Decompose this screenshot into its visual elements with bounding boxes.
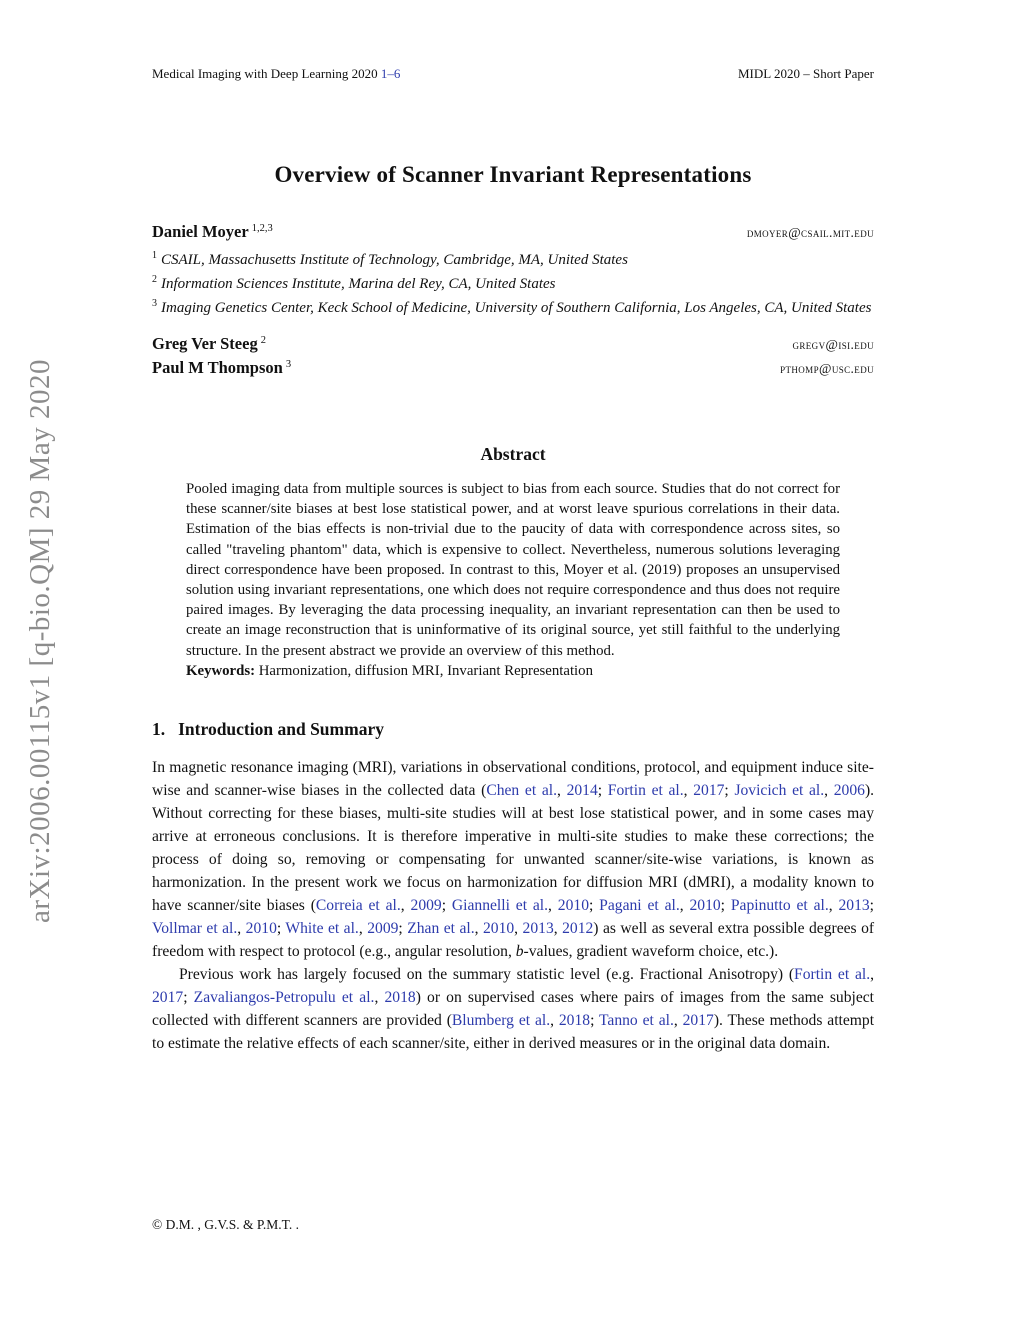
author-block [152, 222, 874, 378]
text-segment: Previous work has largely focused on the summary statistic level (e.g. Fractional Anisotropy) ( [179, 966, 795, 984]
text-segment: ). These methods attempt to estimate the relative effects of each scanner/site, either in derived measures or in the original data domain. [152, 1012, 875, 1053]
abstract-body [186, 479, 840, 661]
citation-link[interactable]: 2010 [245, 920, 277, 938]
text-segment: ). Without correcting for these biases, multi-site studies will at best lose statistical power, and in some cases may arrive at erroneous conclusions. It is therefore imperative in multi-site studies to make these corrections; the process of doing so, removing or compensating for unwanted scanner/site-wise variations, is known as harmonization. In the present work we focus on harmonization for diffusion MRI (dMRI), a modality known to have scanner/site biases ( [152, 782, 875, 915]
affiliation [152, 270, 874, 294]
citation-link[interactable]: 2013 [838, 897, 870, 915]
citation-link[interactable]: 2012 [562, 920, 594, 938]
affiliation [152, 294, 874, 318]
affiliation-sup: 1 [152, 250, 157, 261]
text-segment: ) or on supervised cases where pairs of images from the same subject collected with different scanners are provided ( [152, 989, 875, 1030]
citation-link[interactable]: Chen et al. [486, 782, 557, 800]
citation-link[interactable]: Zavaliangos-Petropulu et al. [193, 989, 375, 1007]
copyright-text: © D.M. , G.V.S. & P.M.T. . [152, 1217, 300, 1232]
text-segment: ; [590, 1012, 599, 1030]
text-segment: -values, gradient waveform choice, etc.). [523, 943, 779, 961]
citation-link[interactable]: 2018 [558, 1012, 591, 1030]
text-segment: , [556, 782, 567, 800]
author-affil-sup: 2 [260, 334, 266, 346]
affiliation-text: Information Sciences Institute, Marina del Rey, CA, United States [161, 276, 556, 292]
text-segment: b [515, 943, 524, 961]
citation-link[interactable]: White et al. [285, 920, 359, 938]
text-segment: , [824, 782, 834, 800]
citation-link[interactable]: 2014 [566, 782, 598, 800]
citation-link[interactable]: Blumberg et al. [451, 1012, 551, 1030]
citation-link[interactable]: 2017 [682, 1012, 714, 1030]
citation-link[interactable]: Correia et al. [315, 897, 401, 915]
author-email[interactable]: gregv@isi.edu [792, 337, 874, 352]
text-segment: ; [441, 897, 452, 915]
text-segment: , [870, 966, 875, 984]
arxiv-watermark: arXiv:2006.00115v1 [q-bio.QM] 29 May 2020 [24, 359, 56, 923]
text-segment: ; [183, 989, 194, 1007]
abstract-keywords [186, 661, 840, 681]
text-segment: , [374, 989, 385, 1007]
affiliation-text: Imaging Genetics Center, Keck School of Medicine, University of Southern California, Los Angeles, CA, United States [161, 300, 872, 316]
text-segment: ; [720, 897, 731, 915]
citation-link[interactable]: 2006 [833, 782, 865, 800]
header-journal [152, 66, 400, 82]
author-email[interactable]: pthomp@usc.edu [780, 361, 874, 376]
text-segment: , [553, 920, 563, 938]
text-segment: In magnetic resonance imaging (MRI), variations in observational conditions, protocol, and equipment induce site-wise and scanner-wise biases in the collected data ( [152, 759, 874, 800]
author-row [152, 334, 874, 354]
citation-link[interactable]: 2009 [410, 897, 442, 915]
text-segment: , [550, 1012, 559, 1030]
citation-link[interactable]: 2017 [693, 782, 725, 800]
intro-paragraph-2 [152, 963, 874, 1055]
affiliation-sup: 2 [152, 274, 157, 285]
author-name [152, 334, 266, 354]
section-number: 1. [152, 719, 166, 740]
citation-link[interactable]: Vollmar et al. [152, 920, 238, 938]
author-name-text: Greg Ver Steeg [152, 334, 258, 353]
pages-link[interactable]: 1–6 [380, 66, 401, 81]
citation-link[interactable]: Fortin et al. [607, 782, 684, 800]
text-segment: Pooled imaging data from multiple sources is subject to bias from each source. Studies that do not correct for these scanner/site biases at best lose statistical power, and at worst leave spurious correlations in their data. Estimation of the bias effects is non-trivial due to the paucity of data with correspondence across sites, so called "traveling phantom" data, which is expensive to collect. Nevertheless, numerous solutions leveraging direct correspondence have been proposed. In contrast to this, Moyer et al. (2019) proposes an unsupervised solution using invariant representations, one which does not require correspondence and thus does not require paired images. By leveraging the data processing inequality, an invariant representation can then be used to create an image reconstruction that is uninformative of its original source, yet still faithful to the underlying structure. In the present abstract we provide an overview of this method. [186, 481, 840, 659]
copyright-footer [152, 1217, 299, 1233]
section-title: Introduction and Summary [178, 719, 384, 740]
affiliation-sup: 3 [152, 298, 157, 309]
header-venue: MIDL 2020 – Short Paper [737, 66, 874, 81]
abstract-section [152, 444, 874, 681]
affiliation-text: CSAIL, Massachusetts Institute of Technology, Cambridge, MA, United States [161, 252, 628, 268]
citation-link[interactable]: 2017 [152, 989, 184, 1007]
citation-link[interactable]: 2013 [522, 920, 554, 938]
citation-link[interactable]: 2018 [384, 989, 416, 1007]
citation-link[interactable]: 2009 [367, 920, 399, 938]
author-name [152, 222, 273, 242]
text-segment: Harmonization, diffusion MRI, Invariant Representation [255, 662, 593, 679]
author-name-text: Daniel Moyer [152, 222, 249, 241]
citation-link[interactable]: Zhan et al. [407, 920, 475, 938]
text-segment: , [514, 920, 523, 938]
text-segment: , [358, 920, 368, 938]
citation-link[interactable]: 2010 [482, 920, 515, 938]
text-segment: ; [276, 920, 286, 938]
citation-link[interactable]: 2010 [557, 897, 589, 915]
text-segment: Keywords: [186, 662, 256, 679]
author-affil-sup: 3 [285, 358, 292, 370]
text-segment: ; [588, 897, 600, 915]
author-affil-sup: 1,2,3 [251, 222, 273, 234]
text-segment: , [548, 897, 558, 915]
citation-link[interactable]: 2010 [689, 897, 721, 915]
text-segment: , [828, 897, 839, 915]
citation-link[interactable]: Papinutto et al. [730, 897, 829, 915]
citation-link[interactable]: Jovicich et al. [734, 782, 825, 800]
author-email[interactable]: dmoyer@csail.mit.edu [746, 225, 874, 240]
section-heading [152, 719, 874, 740]
citation-link[interactable]: Pagani et al. [599, 897, 680, 915]
author-name [152, 358, 291, 378]
text-segment: ; [724, 782, 735, 800]
text-segment: , [679, 897, 690, 915]
affiliation [152, 246, 874, 270]
text-segment: , [683, 782, 694, 800]
intro-paragraph-1 [152, 756, 874, 963]
abstract-heading: Abstract [480, 444, 546, 464]
text-segment: ; [597, 782, 608, 800]
citation-link[interactable]: Fortin et al. [794, 966, 871, 984]
text-segment: ) as well as several extra possible degrees of freedom with respect to protocol (e.g., angular resolution, [152, 920, 875, 961]
paper-title: Overview of Scanner Invariant Representations [274, 162, 752, 187]
author-name-text: Paul M Thompson [152, 358, 283, 377]
author-row [152, 222, 874, 242]
affiliation-list [152, 246, 874, 318]
text-segment: , [673, 1012, 683, 1030]
running-header [152, 66, 874, 82]
text-segment: , [400, 897, 411, 915]
header-journal-text: Medical Imaging with Deep Learning 2020 [152, 66, 378, 81]
citation-link[interactable]: Giannelli et al. [451, 897, 549, 915]
text-segment: ; [869, 897, 875, 915]
text-segment: ; [398, 920, 408, 938]
text-segment: , [237, 920, 246, 938]
citation-link[interactable]: Tanno et al. [598, 1012, 674, 1030]
text-segment: , [474, 920, 483, 938]
author-row [152, 358, 874, 378]
